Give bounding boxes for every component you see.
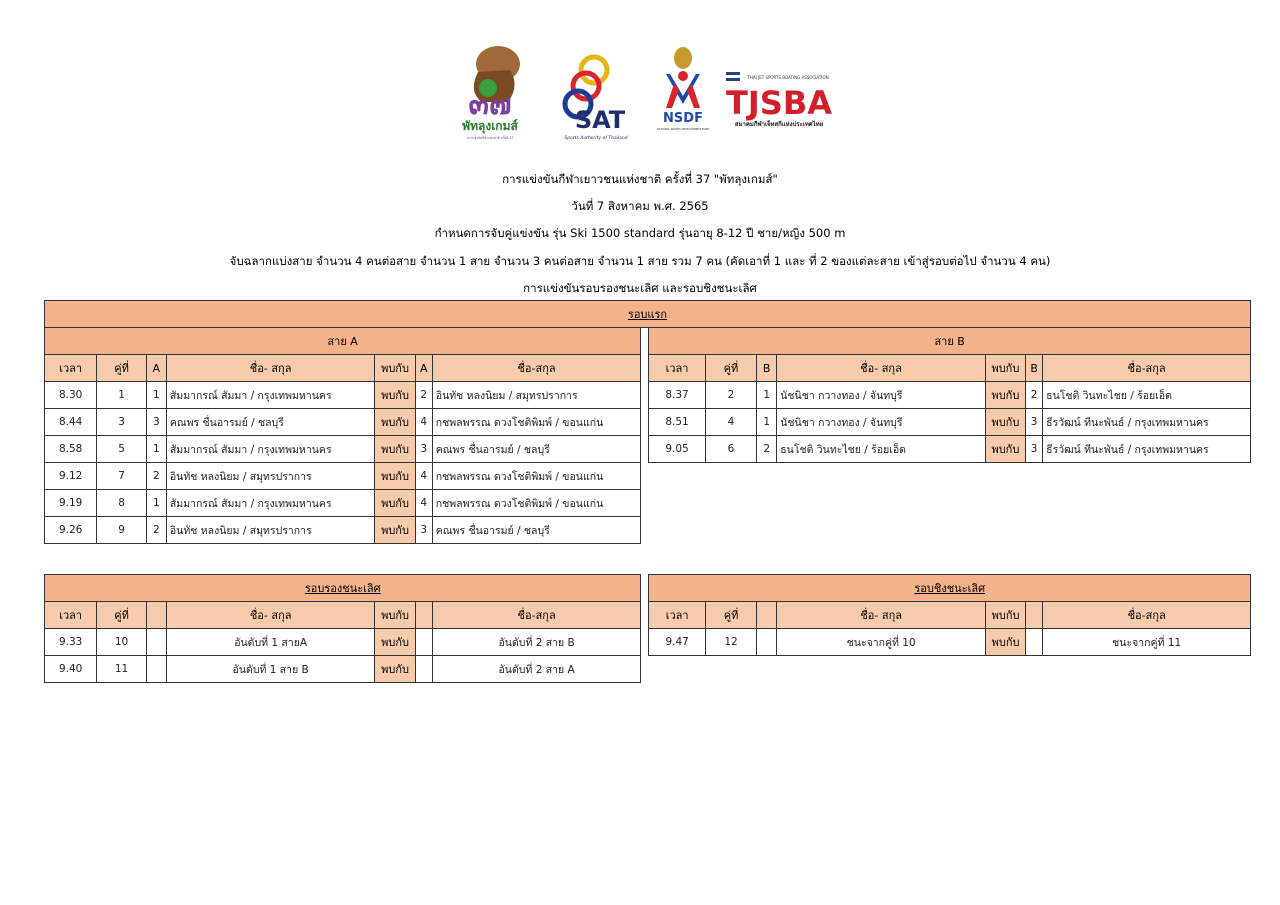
match-time: 8.44 xyxy=(45,409,97,436)
match-time: 9.26 xyxy=(45,517,97,544)
seed-number: 3 xyxy=(1026,436,1043,463)
match-time: 8.30 xyxy=(45,382,97,409)
match-time: 9.19 xyxy=(45,490,97,517)
col-pair: คู่ที่ xyxy=(97,355,146,382)
match-number: 5 xyxy=(97,436,146,463)
seed-number: 2 xyxy=(415,382,432,409)
seed-number: 4 xyxy=(415,409,432,436)
player-name: นัชนิชา กวางทอง / จันทบุรี xyxy=(777,409,986,436)
final-title: รอบชิงชนะเลิศ xyxy=(649,575,1251,602)
col-name: ชื่อ- สกุล xyxy=(166,602,375,629)
player-name: สัมมากรณ์ สัมมา / กรุงเทพมหานคร xyxy=(166,436,375,463)
group-b-title: สาย B xyxy=(649,328,1251,355)
event-category: กำหนดการจับคู่แข่งขัน รุ่น Ski 1500 standard รุ่นอายุ 8-12 ปี ชาย/หญิง 500 m xyxy=(434,226,846,240)
sat-logo-caption: Sports Authority of Thailand xyxy=(564,136,628,141)
vs-label: พบกับ xyxy=(985,409,1025,436)
seed-number: 2 xyxy=(146,517,166,544)
tjsba-logo-text: TJSBA xyxy=(726,84,832,122)
nsdf-logo-caption: NATIONAL SPORTS DEVELOPMENT FUND xyxy=(656,128,710,131)
vs-label: พบกับ xyxy=(985,382,1025,409)
match-number: 10 xyxy=(97,629,146,656)
col-vs: พบกับ xyxy=(985,355,1025,382)
phatthalung-games-logo xyxy=(448,42,536,142)
player-slot: อันดับที่ 2 สาย B xyxy=(432,629,641,656)
col-pair: คู่ที่ xyxy=(705,355,756,382)
vs-label: พบกับ xyxy=(375,436,415,463)
match-time: 9.33 xyxy=(45,629,97,656)
games-logo-name: พัทลุงเกมส์ xyxy=(462,119,518,133)
player-name: คณพร ชื่นอารมย์ / ชลบุรี xyxy=(166,409,375,436)
semifinal-title: รอบรองชนะเลิศ xyxy=(45,575,641,602)
col-b-seed: B xyxy=(757,355,777,382)
seed-number: 4 xyxy=(415,463,432,490)
col-name: ชื่อ-สกุล xyxy=(432,602,641,629)
col-name: ชื่อ-สกุล xyxy=(1043,355,1251,382)
seed-number: 3 xyxy=(146,409,166,436)
first-round-table xyxy=(44,300,1251,544)
match-number: 11 xyxy=(97,656,146,683)
tjsba-logo-caption: สมาคมกีฬาเจ็ทสกีแห่งประเทศไทย xyxy=(734,121,824,128)
col-name: ชื่อ- สกุล xyxy=(777,602,986,629)
player-name: ธนโชติ วินทะไชย / ร้อยเอ็ด xyxy=(1043,382,1251,409)
col-vs: พบกับ xyxy=(985,602,1025,629)
player-name: ธนโชติ วินทะไชย / ร้อยเอ็ด xyxy=(777,436,986,463)
vs-label: พบกับ xyxy=(375,463,415,490)
player-name: กชพลพรรณ ดวงโชติพิมพ์ / ขอนแก่น xyxy=(432,463,641,490)
player-name: กชพลพรรณ ดวงโชติพิมพ์ / ขอนแก่น xyxy=(432,409,641,436)
first-round-title: รอบแรก xyxy=(45,301,1251,328)
vs-label: พบกับ xyxy=(985,629,1025,656)
vs-label: พบกับ xyxy=(375,490,415,517)
nsdf-logo-text: NSDF xyxy=(663,111,703,126)
col-time: เวลา xyxy=(45,355,97,382)
tjsba-logo-top: THAI JET SPORTS BOATING ASSOCIATION xyxy=(747,75,829,80)
table-row xyxy=(45,517,1251,544)
table-row xyxy=(45,436,1251,463)
match-time: 8.37 xyxy=(649,382,705,409)
match-number: 3 xyxy=(97,409,146,436)
player-name: อินทัช หลงนิยม / สมุทรปราการ xyxy=(166,517,375,544)
event-date: วันที่ 7 สิงหาคม พ.ศ. 2565 xyxy=(571,199,709,213)
player-name: สัมมากรณ์ สัมมา / กรุงเทพมหานคร xyxy=(166,382,375,409)
seed-number: 2 xyxy=(146,463,166,490)
sat-logo xyxy=(552,50,636,142)
player-name: อินทัช หลงนิยม / สมุทรปราการ xyxy=(432,382,641,409)
player-name: ธีรวัฒน์ ทีนะพันธ์ / กรุงเทพมหานคร xyxy=(1043,436,1251,463)
seed-number: 1 xyxy=(146,490,166,517)
vs-label: พบกับ xyxy=(375,517,415,544)
seed-number: 1 xyxy=(757,382,777,409)
match-time: 8.51 xyxy=(649,409,705,436)
seed-number: 1 xyxy=(146,382,166,409)
seed-number: 1 xyxy=(757,409,777,436)
player-slot: อันดับที่ 2 สาย A xyxy=(432,656,641,683)
seed-number: 2 xyxy=(1026,382,1043,409)
event-title: การแข่งขันกีฬาเยาวชนแห่งชาติ ครั้งที่ 37 "พัทลุงเกมส์" xyxy=(502,172,778,186)
seed-number: 3 xyxy=(415,517,432,544)
col-a-seed: A xyxy=(146,355,166,382)
table-row xyxy=(45,463,1251,490)
col-time: เวลา xyxy=(649,355,705,382)
semifinal-final-table xyxy=(44,574,1251,683)
tjsba-logo xyxy=(724,70,834,132)
vs-label: พบกับ xyxy=(375,629,415,656)
table-row xyxy=(45,490,1251,517)
player-name: คณพร ชื่นอารมย์ / ชลบุรี xyxy=(432,436,641,463)
match-number: 9 xyxy=(97,517,146,544)
match-number: 6 xyxy=(705,436,756,463)
column-header-row xyxy=(45,355,1251,382)
col-vs: พบกับ xyxy=(375,602,415,629)
player-name: ธีรวัฒน์ ทีนะพันธ์ / กรุงเทพมหานคร xyxy=(1043,409,1251,436)
vs-label: พบกับ xyxy=(375,409,415,436)
match-number: 4 xyxy=(705,409,756,436)
col-time: เวลา xyxy=(45,602,97,629)
player-slot: ชนะจากคู่ที่ 10 xyxy=(777,629,986,656)
player-slot: อันดับที่ 1 สายA xyxy=(166,629,375,656)
match-number: 12 xyxy=(705,629,756,656)
table-row xyxy=(45,409,1251,436)
col-time: เวลา xyxy=(649,602,705,629)
draw-description: จับฉลากแบ่งสาย จำนวน 4 คนต่อสาย จำนวน 1 สาย จำนวน 3 คนต่อสาย จำนวน 1 สาย รวม 7 คน (คัดเอาที่ 1 และ ที่ 2 ของแต่ละสาย เข้าสู่รอบต่อไป จำนวน 4 คน) xyxy=(229,254,1051,268)
player-name: กชพลพรรณ ดวงโชติพิมพ์ / ขอนแก่น xyxy=(432,490,641,517)
vs-label: พบกับ xyxy=(375,656,415,683)
seed-number: 3 xyxy=(1026,409,1043,436)
match-number: 8 xyxy=(97,490,146,517)
player-slot: ชนะจากคู่ที่ 11 xyxy=(1043,629,1251,656)
column-header-row xyxy=(45,602,1251,629)
match-number: 1 xyxy=(97,382,146,409)
player-name: อินทัช หลงนิยม / สมุทรปราการ xyxy=(166,463,375,490)
seed-number: 1 xyxy=(146,436,166,463)
col-pair: คู่ที่ xyxy=(705,602,756,629)
col-name: ชื่อ-สกุล xyxy=(432,355,641,382)
games-logo-caption: การแข่งขันกีฬาแห่งชาติ ครั้งที่ 37 xyxy=(466,136,514,140)
col-name: ชื่อ-สกุล xyxy=(1043,602,1251,629)
player-name: นัชนิชา กวางทอง / จันทบุรี xyxy=(777,382,986,409)
match-time: 9.05 xyxy=(649,436,705,463)
table-row xyxy=(45,382,1251,409)
match-time: 9.12 xyxy=(45,463,97,490)
table-row xyxy=(45,629,1251,656)
group-a-title: สาย A xyxy=(45,328,641,355)
match-number: 7 xyxy=(97,463,146,490)
col-a-seed: A xyxy=(415,355,432,382)
player-slot: อันดับที่ 1 สาย B xyxy=(166,656,375,683)
col-name: ชื่อ- สกุล xyxy=(166,355,375,382)
col-vs: พบกับ xyxy=(375,355,415,382)
player-name: สัมมากรณ์ สัมมา / กรุงเทพมหานคร xyxy=(166,490,375,517)
vs-label: พบกับ xyxy=(985,436,1025,463)
match-time: 9.40 xyxy=(45,656,97,683)
col-b-seed: B xyxy=(1026,355,1043,382)
vs-label: พบกับ xyxy=(375,382,415,409)
nsdf-logo xyxy=(652,44,714,144)
match-time: 8.58 xyxy=(45,436,97,463)
games-logo-number: ๓๗ xyxy=(468,87,512,122)
seed-number: 3 xyxy=(415,436,432,463)
logo-strip xyxy=(0,40,1280,145)
col-pair: คู่ที่ xyxy=(97,602,146,629)
match-number: 2 xyxy=(705,382,756,409)
seed-number: 4 xyxy=(415,490,432,517)
col-name: ชื่อ- สกุล xyxy=(777,355,986,382)
table-row xyxy=(45,656,1251,683)
seed-number: 2 xyxy=(757,436,777,463)
match-time: 9.47 xyxy=(649,629,705,656)
player-name: คณพร ชื่นอารมย์ / ชลบุรี xyxy=(432,517,641,544)
round-description: การแข่งขันรอบรองชนะเลิศ และรอบชิงชนะเลิศ xyxy=(523,281,757,295)
sat-logo-text: SAT xyxy=(574,106,626,134)
